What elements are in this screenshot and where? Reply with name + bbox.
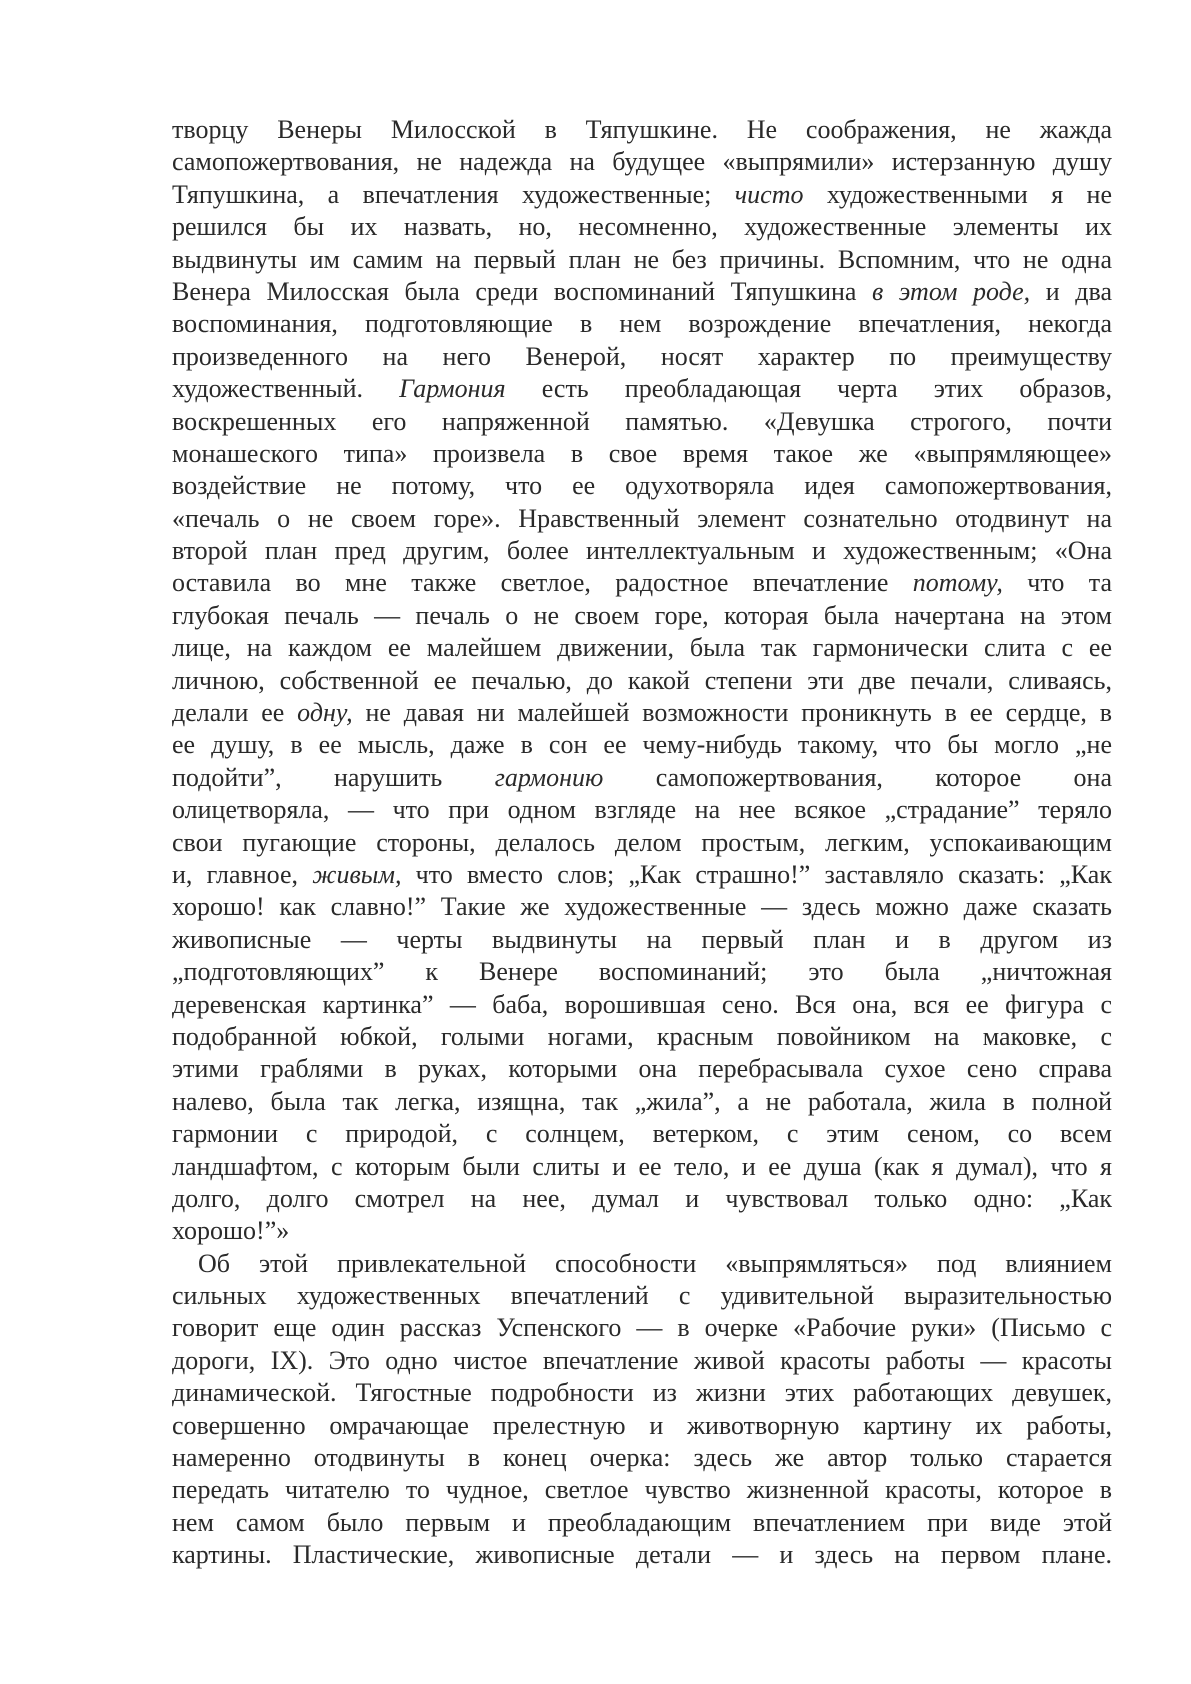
text-segment: второй план пред другим, более интеллектуальным и художественным; «Она [172,536,1112,566]
text-segment: художественными я не [803,179,1113,209]
text-segment: намеренно отодвинуты в конец очерка: здесь же автор только старается [172,1443,1112,1473]
text-line [172,1312,1112,1344]
text-line [172,1215,1112,1247]
text-line [172,1053,1112,1085]
text-line [172,244,1112,276]
text-segment: выдвинуты им самим на первый план не без причины. Вспомним, что не одна [172,244,1112,274]
text-line [172,989,1112,1021]
text-segment: воскрешенных его напряженной памятью. «Девушка строгого, почти [172,406,1112,436]
text-segment: монашеского типа» произвела в свое время такое же «выпрямляющее» [172,438,1112,468]
text-line [172,924,1112,956]
text-segment: ее душу, в ее мысль, даже в сон ее чему-нибудь такому, что бы могло „не [172,730,1112,760]
text-line [172,114,1112,146]
text-segment: Тяпушкина, а впечатления художественные; [172,179,735,209]
text-segment: совершенно омрачающае прелестную и животворную картину их работы, [172,1410,1112,1440]
text-line [172,1539,1112,1571]
text-line [172,665,1112,697]
text-segment: олицетворяла, — что при одном взгляде на нее всякое „страдание” теряло [172,795,1112,825]
text-segment: оставила во мне также светлое, радостное впечатление [172,568,913,598]
text-line [172,341,1112,373]
text-segment: картины. Пластические, живописные детали — и здесь на первом плане. [172,1540,1112,1570]
text-segment: дороги, IX). Это одно чистое впечатление живой красоты работы — красоты [172,1345,1112,1375]
text-line [172,1474,1112,1506]
text-segment: ландшафтом, с которым были слиты и ее тело, и ее душа (как я думал), что я [172,1151,1112,1181]
text-line [172,535,1112,567]
text-line [172,503,1112,535]
text-segment: решился бы их назвать, но, несомненно, художественные элементы их [172,212,1112,242]
text-segment: «печаль о не своем горе». Нравственный элемент сознательно отодвинут на [172,503,1112,533]
text-line [172,146,1112,178]
text-line [172,1151,1112,1183]
text-line [172,1442,1112,1474]
text-segment: что вместо слов; „Как страшно!” заставляло сказать: „Как [401,859,1112,889]
text-segment: делали ее [172,698,298,728]
text-segment: личною, собственной ее печалью, до какой степени эти две печали, сливаясь, [172,665,1112,695]
text-segment: Об этой привлекательной способности «выпрямляться» под влиянием [198,1248,1112,1278]
text-line [172,1410,1112,1442]
text-line [172,956,1112,988]
text-line [172,211,1112,243]
italic-text: потому, [912,568,1003,598]
paragraph-first-line [172,1248,1112,1280]
text-segment: самопожертвования, которое она [603,762,1112,792]
text-segment: живописные — черты выдвинуты на первый план и в другом из [172,924,1112,954]
text-segment: подобранной юбкой, голыми ногами, красным повойником на маковке, с [172,1021,1112,1051]
text-line [172,697,1112,729]
text-segment: говорит еще один рассказ Успенского — в очерке «Рабочие руки» (Письмо с [172,1313,1112,1343]
text-line [172,567,1112,599]
text-segment: творцу Венеры Милосской в Тяпушкине. Не соображения, не жажда [172,115,1112,144]
text-line [172,794,1112,826]
text-segment: этими граблями в руках, которыми она перебрасывала сухое сено справа [172,1054,1112,1084]
text-segment: нем самом было первым и преобладающим впечатлением при виде этой [172,1507,1112,1537]
text-segment: подойти”, нарушить [172,762,495,792]
text-line [172,1507,1112,1539]
text-line [172,632,1112,664]
text-segment: хорошо! как славно!” Такие же художественные — здесь можно даже сказать [172,892,1112,922]
text-line [172,179,1112,211]
italic-text: в этом роде, [872,276,1031,306]
text-line [172,308,1112,340]
text-line [172,600,1112,632]
text-segment: деревенская картинка” — баба, ворошившая сено. Вся она, вся ее фигура с [172,989,1112,1019]
text-segment: художественный. [172,374,400,404]
text-segment: самопожертвования, не надежда на будущее «выпрямили» истерзанную душу [172,147,1112,177]
text-line [172,827,1112,859]
text-line [172,1345,1112,1377]
text-segment: налево, была так легка, изящна, так „жила”, а не работала, жила в полной [172,1086,1112,1116]
text-segment: глубокая печаль — печаль о не своем горе, которая была начертана на этом [172,600,1112,630]
text-segment: гармонии с природой, с солнцем, ветерком, с этим сеном, со всем [172,1119,1112,1149]
text-line [172,373,1112,405]
text-line [172,1183,1112,1215]
text-line [172,1086,1112,1118]
text-line [172,891,1112,923]
text-line [172,1280,1112,1312]
text-segment: долго, долго смотрел на нее, думал и чувствовал только одно: „Как [172,1183,1112,1213]
text-segment: воспоминания, подготовляющие в нем возрождение впечатления, некогда [172,309,1112,339]
text-line [172,1021,1112,1053]
text-segment: и, главное, [172,859,313,889]
text-segment: есть преобладающая черта этих образов, [505,374,1112,404]
text-segment: Венера Милосская была среди воспоминаний Тяпушкина [172,276,873,306]
text-segment: динамической. Тягостные подробности из жизни этих работающих девушек, [172,1378,1112,1408]
text-line [172,762,1112,794]
document-page [172,114,1112,1572]
text-segment: и два [1030,276,1112,306]
italic-text: чисто [734,179,804,209]
text-line [172,438,1112,470]
text-segment: хорошо!”» [172,1216,290,1246]
text-line [172,276,1112,308]
italic-text: Гармония [399,374,506,404]
text-line [172,729,1112,761]
text-segment: передать читателю то чудное, светлое чувство жизненной красоты, которое в [172,1475,1112,1505]
text-segment: произведенного на него Венерой, носят характер по преимуществу [172,341,1112,371]
italic-text: одну, [297,698,353,728]
text-line [172,1118,1112,1150]
text-line [172,1377,1112,1409]
text-segment: не давая ни малейшей возможности проникнуть в ее сердце, в [352,698,1112,728]
italic-text: живым, [312,859,402,889]
text-line [172,406,1112,438]
text-segment: „подготовляющих” к Венере воспоминаний; это была „ничтожная [172,957,1112,987]
text-line [172,470,1112,502]
text-segment: сильных художественных впечатлений с удивительной выразительностью [172,1281,1112,1311]
text-line [172,859,1112,891]
text-segment: свои пугающие стороны, делалось делом простым, легким, успокаивающим [172,827,1112,857]
text-segment: что та [1002,568,1112,598]
text-segment: воздействие не потому, что ее одухотворяла идея самопожертвования, [172,471,1112,501]
italic-text: гармонию [494,762,604,792]
text-segment: лице, на каждом ее малейшем движении, была так гармонически слита с ее [172,633,1112,663]
